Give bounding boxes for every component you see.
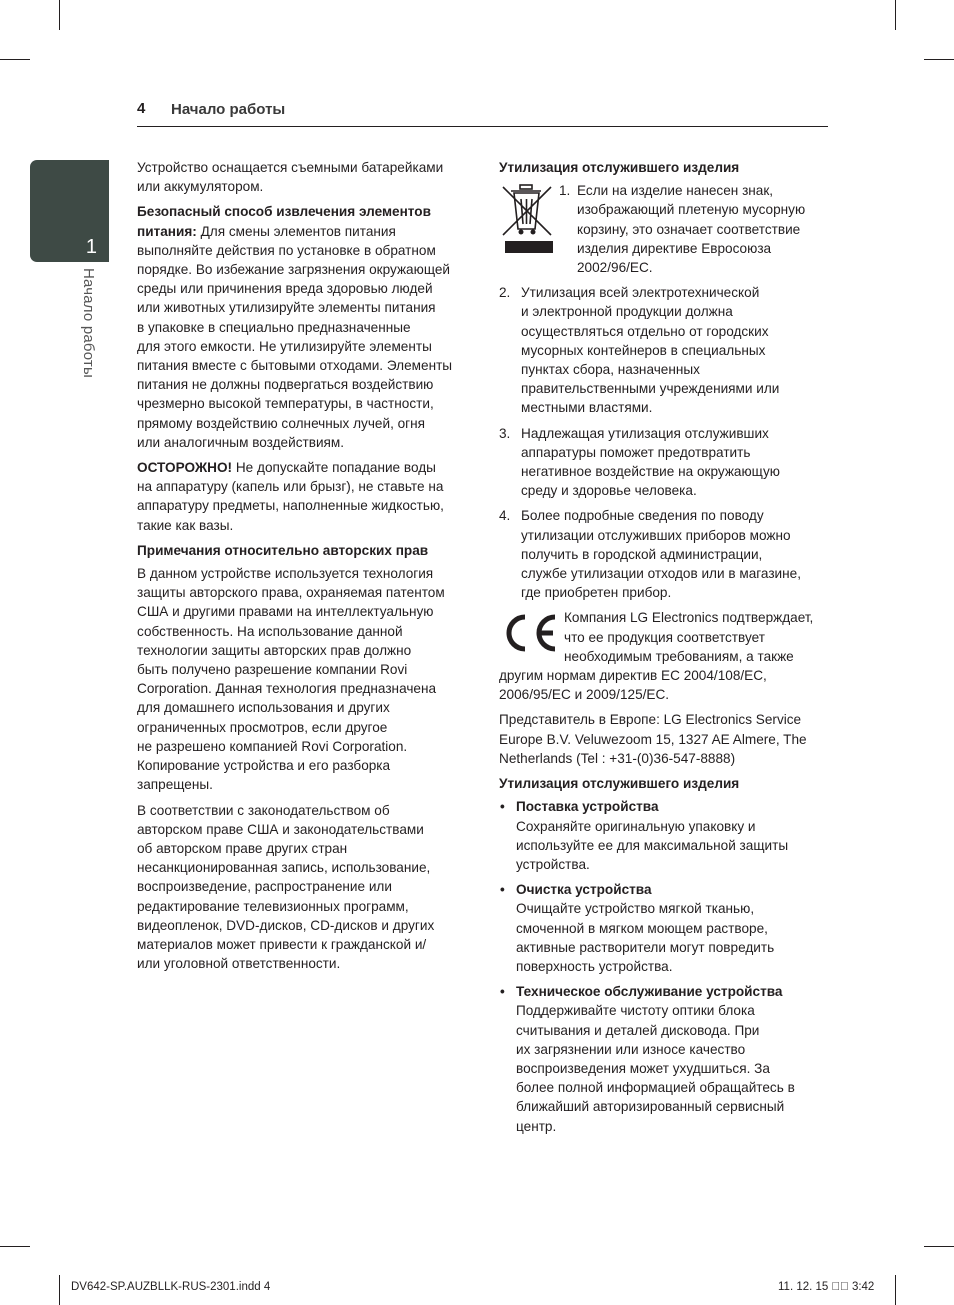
footer-file: DV642-SP.AUZBLLK-RUS-2301.indd 4 <box>71 1281 271 1293</box>
ce-mark-logo <box>499 608 564 666</box>
disposal-item-2: 2. Утилизация всей электротехнической и электронной продукции должна осуществляться отдельно от городских мусорных контейнеров в специальных пунктах сбора, назначенных правительственными учреждениями или местными властями. <box>499 285 780 416</box>
disposal-item-4: 4. Более подробные сведения по поводу утилизации отслуживших приборов можно получить в городской администрации, службе утилизации отходов или в магазине, где приобретен прибор. <box>499 508 801 601</box>
crop-mark <box>895 1275 896 1305</box>
ce-mark-svg <box>499 608 559 658</box>
bullet-maintenance: • Техническое обслуживание устройства Поддерживайте чистоту оптики блока считывания и деталей дисковода. При их загрязнении или износе качество воспроизведения может ухудшиться. За более полной информацией обращайтесь в ближайший авторизированный сервисный центр. <box>500 984 795 1134</box>
caution-note: ОСТОРОЖНО! Не допускайте попадание воды на аппаратуру (капель или брызг), не ставьте на аппаратуру предметы, наполненные жидкостью, такие как вазы. <box>137 460 444 533</box>
weee-notice <box>499 181 829 277</box>
copyright-heading: Примечания относительно авторских прав <box>137 542 429 558</box>
chapter-tab <box>30 160 109 262</box>
page-header <box>137 100 828 127</box>
chapter-number: 1 <box>85 236 97 258</box>
crop-mark <box>59 1275 60 1305</box>
footer-date: 11. 12. 15 ￿￿ 3:42 <box>778 1281 875 1293</box>
eu-representative: Представитель в Европе: LG Electronics Service Europe B.V. Veluwezoom 15, 1327 AE Almere, The Netherlands (Tel : +31-(0)36-547-8888) <box>499 712 807 766</box>
bullet-shipping: • Поставка устройства Сохраняйте оригинальную упаковку и используйте ее для максимальной защиты устройства. <box>500 799 789 872</box>
copyright-paragraph-1: В данном устройстве используется технология защиты авторского права, охраняемая патентом США и другими правами на интеллектуальную собственность. На использование данной технологии защиты авторских прав должно быть получено разрешение компании Rovi Corporation. Данная технология предназначена для домашнего использования и других ограниченных просмотров, если другое не разрешено компанией Rovi Corporation. Копирование устройства и его разборка запрещены. <box>137 566 445 793</box>
battery-intro: Устройство оснащается съемными батарейками или аккумулятором. <box>137 160 444 195</box>
battery-safety: Безопасный способ извлечения элементов питания: Для смены элементов питания выполняйте действия по установке в обратном порядке. Во избежание загрязнения окружающей среды или причинения вреда здоровью людей или животных утилизируйте элементы питания в упаковке в специально предназначенные для этого емкости. Не утилизируйте элементы питания вместе с бытовыми отходами. Элементы питания не должны подвергаться воздействию чрезмерно высокой температуры, в частности, прямому воздействию солнечных лучей, огня или аналогичным воздействиям. <box>137 204 453 450</box>
crop-mark <box>924 1246 954 1247</box>
disposal-item-1: 1. Если на изделие нанесен знак, изображающий плетеную мусорную корзину, это означает соответствие изделия директиве Евросоюза 2002/96/EC. <box>559 183 806 276</box>
page-title: Начало работы <box>171 101 286 118</box>
crop-mark <box>59 0 60 30</box>
chapter-side-label: Начало работы <box>80 268 97 378</box>
right-column <box>499 158 829 1142</box>
crossed-bin-icon <box>499 181 559 277</box>
page-number: 4 <box>137 100 146 117</box>
copyright-paragraph-2: В соответствии с законодательством об авторском праве США и законодательствами об авторском праве других стран несанкционированная запись, использование, воспроизведение, распространение или редактирование телевизионных программ, видеопленок, DVD-дисков, CD-дисков и других материалов может привести к гражданской и/ или уголовной ответственности. <box>137 802 435 972</box>
crop-mark <box>895 0 896 30</box>
crop-mark <box>0 1246 30 1247</box>
disposal-item-3: 3. Надлежащая утилизация отслуживших аппаратуры поможет предотвратить негативное воздействие на окружающую среду и здоровье человека. <box>499 425 780 499</box>
disposal-heading: Утилизация отслужившего изделия <box>499 160 740 175</box>
ce-declaration: Компания LG Electronics подтверждает, что ее продукция соответствует необходимым требованиям, а также другим нормам директив EC 2004/108/EC, 2006/95/EC и 2009/125/EC. <box>499 610 814 703</box>
crop-mark <box>0 59 30 60</box>
crop-mark <box>924 59 954 60</box>
bullet-cleaning: • Очистка устройства Очищайте устройство мягкой тканью, смоченной в мягком моющем растворе, активные растворители могут повредить поверхность устройства. <box>500 882 775 974</box>
disposal-heading-2: Утилизация отслужившего изделия <box>499 776 740 792</box>
left-column <box>137 158 467 979</box>
